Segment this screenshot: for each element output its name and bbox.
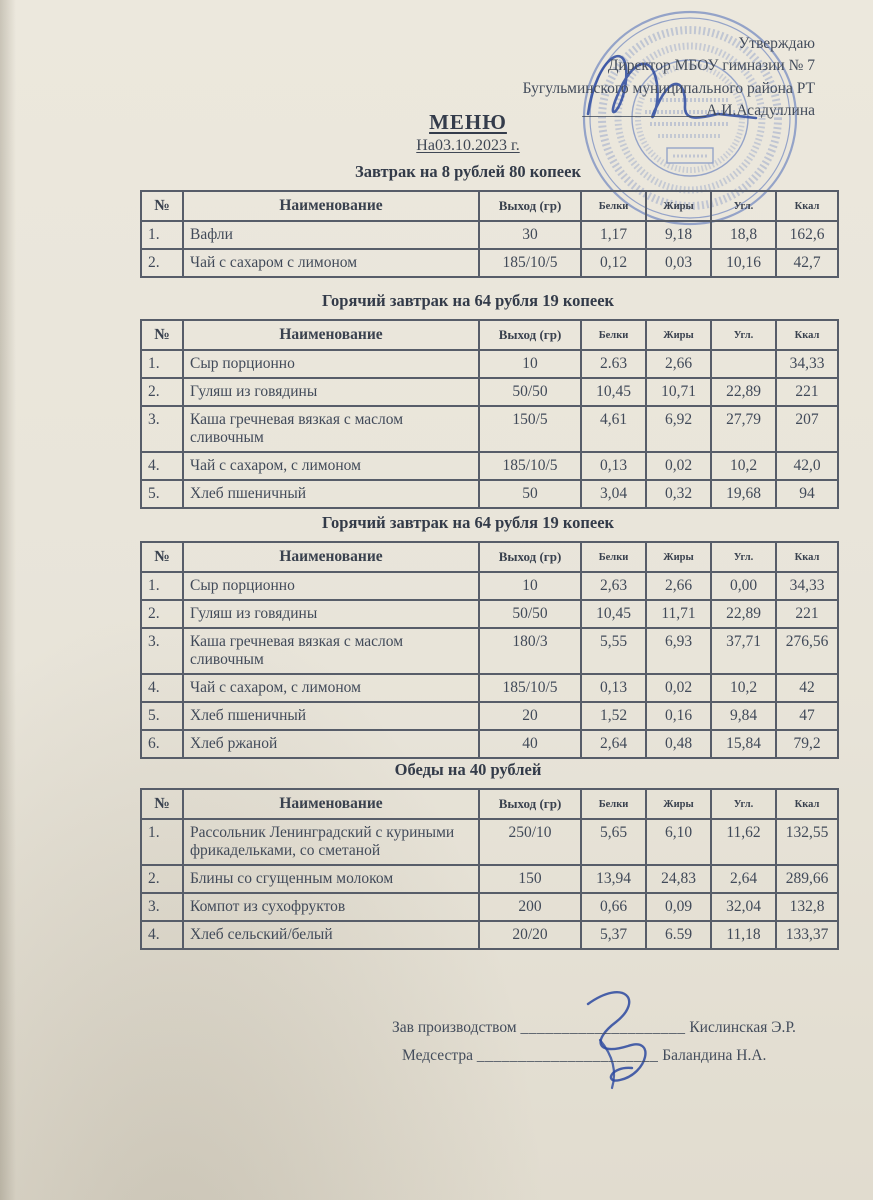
value-cell: 180/3 — [479, 628, 581, 674]
column-header-4: Жиры — [646, 191, 711, 221]
value-cell: 27,79 — [711, 406, 776, 452]
value-cell: 50 — [479, 480, 581, 508]
value-cell: 18,8 — [711, 221, 776, 249]
value-cell: 42,0 — [776, 452, 838, 480]
column-header-3: Белки — [581, 789, 646, 819]
column-header-1: Наименование — [183, 542, 479, 572]
value-cell: 6.59 — [646, 921, 711, 949]
dish-name-cell: Сыр порционно — [183, 350, 479, 378]
dish-name-cell: Вафли — [183, 221, 479, 249]
value-cell: 9,84 — [711, 702, 776, 730]
table-row — [141, 674, 838, 702]
value-cell: 6. — [141, 730, 183, 758]
section-hot-breakfast-2 — [140, 513, 829, 759]
value-cell: 0,13 — [581, 674, 646, 702]
table-row — [141, 221, 838, 249]
column-header-0: № — [141, 191, 183, 221]
column-header-0: № — [141, 542, 183, 572]
table-row — [141, 600, 838, 628]
value-cell: 3. — [141, 406, 183, 452]
value-cell: 30 — [479, 221, 581, 249]
value-cell: 1. — [141, 350, 183, 378]
value-cell: 34,33 — [776, 350, 838, 378]
table-lunch — [140, 788, 839, 950]
column-header-5: Угл. — [711, 320, 776, 350]
section-title: Горячий завтрак на 64 рубля 19 копеек — [321, 291, 615, 310]
production-manager-name: Кислинская Э.Р. — [689, 1019, 796, 1036]
value-cell: 6,93 — [646, 628, 711, 674]
value-cell: 20 — [479, 702, 581, 730]
value-cell: 22,89 — [711, 600, 776, 628]
column-header-3: Белки — [581, 542, 646, 572]
table-row — [141, 921, 838, 949]
signature-rule: ____________________ — [520, 1019, 686, 1036]
column-header-6: Ккал — [776, 789, 838, 819]
value-cell: 5,55 — [581, 628, 646, 674]
production-manager-line — [392, 1014, 796, 1042]
dish-name-cell: Каша гречневая вязкая с маслом сливочным — [183, 406, 479, 452]
table-row — [141, 819, 838, 865]
production-manager-label: Зав производством — [392, 1019, 517, 1036]
column-header-0: № — [141, 789, 183, 819]
value-cell: 5. — [141, 480, 183, 508]
value-cell: 11,71 — [646, 600, 711, 628]
value-cell: 2. — [141, 600, 183, 628]
table-header-row — [141, 789, 838, 819]
column-header-5: Угл. — [711, 542, 776, 572]
table-hot-breakfast-1 — [140, 319, 839, 509]
footer-signatures — [392, 1014, 796, 1070]
value-cell: 132,55 — [776, 819, 838, 865]
value-cell: 10,2 — [711, 452, 776, 480]
value-cell: 289,66 — [776, 865, 838, 893]
column-header-1: Наименование — [183, 789, 479, 819]
section-hot-breakfast-1 — [140, 291, 825, 509]
dish-name-cell: Блины со сгущенным молоком — [183, 865, 479, 893]
value-cell: 162,6 — [776, 221, 838, 249]
table-header-row — [141, 191, 838, 221]
column-header-2: Выход (гр) — [479, 320, 581, 350]
table-row — [141, 378, 838, 406]
nurse-name: Баландина Н.А. — [662, 1046, 767, 1064]
value-cell: 185/10/5 — [479, 249, 581, 277]
table-hot-breakfast-2 — [140, 541, 839, 759]
table-row — [141, 249, 838, 277]
value-cell: 37,71 — [711, 628, 776, 674]
value-cell: 2.63 — [581, 350, 646, 378]
value-cell: 5,37 — [581, 921, 646, 949]
nurse-label: Медсестра — [402, 1046, 473, 1064]
value-cell: 79,2 — [776, 730, 838, 758]
value-cell: 0,03 — [646, 249, 711, 277]
value-cell: 2. — [141, 249, 183, 277]
dish-name-cell: Чай с сахаром, с лимоном — [183, 452, 479, 480]
value-cell: 3. — [141, 893, 183, 921]
column-header-4: Жиры — [646, 789, 711, 819]
approval-line-1: Утверждаю — [738, 35, 815, 52]
value-cell: 10,45 — [581, 378, 646, 406]
column-header-6: Ккал — [776, 320, 838, 350]
value-cell: 1,52 — [581, 702, 646, 730]
title-block — [140, 110, 796, 155]
value-cell: 1. — [141, 221, 183, 249]
value-cell: 20/20 — [479, 921, 581, 949]
value-cell: 40 — [479, 730, 581, 758]
value-cell: 0,00 — [711, 572, 776, 600]
value-cell: 150/5 — [479, 406, 581, 452]
value-cell — [711, 350, 776, 378]
value-cell: 2,64 — [711, 865, 776, 893]
table-header-row — [141, 320, 838, 350]
dish-name-cell: Чай с сахаром, с лимоном — [183, 674, 479, 702]
value-cell: 0,66 — [581, 893, 646, 921]
dish-name-cell: Гуляш из говядины — [183, 600, 479, 628]
table-row — [141, 865, 838, 893]
page-title: МЕНЮ — [429, 110, 507, 134]
dish-name-cell: Компот из сухофруктов — [183, 893, 479, 921]
value-cell: 24,83 — [646, 865, 711, 893]
value-cell: 3. — [141, 628, 183, 674]
value-cell: 0,32 — [646, 480, 711, 508]
value-cell: 4,61 — [581, 406, 646, 452]
value-cell: 2,66 — [646, 572, 711, 600]
value-cell: 42 — [776, 674, 838, 702]
value-cell: 19,68 — [711, 480, 776, 508]
value-cell: 22,89 — [711, 378, 776, 406]
value-cell: 47 — [776, 702, 838, 730]
section-title: Обеды на 40 рублей — [394, 760, 542, 779]
value-cell: 2,63 — [581, 572, 646, 600]
value-cell: 50/50 — [479, 378, 581, 406]
value-cell: 34,33 — [776, 572, 838, 600]
value-cell: 4. — [141, 452, 183, 480]
approval-line-2: Директор МБОУ гимназии № 7 — [607, 57, 815, 75]
value-cell: 15,84 — [711, 730, 776, 758]
section-breakfast — [140, 162, 825, 278]
value-cell: 42,7 — [776, 249, 838, 277]
value-cell: 0,16 — [646, 702, 711, 730]
value-cell: 10 — [479, 572, 581, 600]
value-cell: 10,16 — [711, 249, 776, 277]
table-row — [141, 572, 838, 600]
value-cell: 6,92 — [646, 406, 711, 452]
approval-signature-line: ________________А.И.Асадуллина — [582, 102, 815, 120]
table-row — [141, 893, 838, 921]
value-cell: 207 — [776, 406, 838, 452]
value-cell: 13,94 — [581, 865, 646, 893]
column-header-4: Жиры — [646, 542, 711, 572]
column-header-6: Ккал — [776, 191, 838, 221]
table-row — [141, 452, 838, 480]
table-row — [141, 406, 838, 452]
approval-line-3: Бугульминского муниципального района РТ — [522, 79, 815, 97]
value-cell: 185/10/5 — [479, 452, 581, 480]
value-cell: 150 — [479, 865, 581, 893]
value-cell: 6,10 — [646, 819, 711, 865]
column-header-1: Наименование — [183, 191, 479, 221]
value-cell: 1,17 — [581, 221, 646, 249]
table-row — [141, 350, 838, 378]
table-row — [141, 480, 838, 508]
dish-name-cell: Рассольник Ленинградский с куриными фрикадельками, со сметаной — [183, 819, 479, 865]
value-cell: 5. — [141, 702, 183, 730]
value-cell: 221 — [776, 378, 838, 406]
value-cell: 200 — [479, 893, 581, 921]
value-cell: 250/10 — [479, 819, 581, 865]
value-cell: 3,04 — [581, 480, 646, 508]
signature-rule: ______________________ — [476, 1046, 659, 1064]
dish-name-cell: Чай с сахаром с лимоном — [183, 249, 479, 277]
dish-name-cell: Хлеб пшеничный — [183, 702, 479, 730]
section-title: Завтрак на 8 рублей 80 копеек — [355, 162, 581, 181]
value-cell: 10,45 — [581, 600, 646, 628]
column-header-1: Наименование — [183, 320, 479, 350]
table-row — [141, 702, 838, 730]
table-breakfast — [140, 190, 839, 278]
nurse-line — [402, 1042, 796, 1070]
value-cell: 1. — [141, 819, 183, 865]
section-lunch — [140, 760, 829, 950]
column-header-2: Выход (гр) — [479, 789, 581, 819]
value-cell: 0,13 — [581, 452, 646, 480]
value-cell: 11,18 — [711, 921, 776, 949]
value-cell: 10 — [479, 350, 581, 378]
column-header-3: Белки — [581, 191, 646, 221]
value-cell: 2. — [141, 865, 183, 893]
value-cell: 0,48 — [646, 730, 711, 758]
column-header-6: Ккал — [776, 542, 838, 572]
value-cell: 4. — [141, 674, 183, 702]
value-cell: 10,71 — [646, 378, 711, 406]
value-cell: 2,64 — [581, 730, 646, 758]
column-header-4: Жиры — [646, 320, 711, 350]
column-header-2: Выход (гр) — [479, 542, 581, 572]
value-cell: 276,56 — [776, 628, 838, 674]
dish-name-cell: Гуляш из говядины — [183, 378, 479, 406]
value-cell: 2,66 — [646, 350, 711, 378]
value-cell: 32,04 — [711, 893, 776, 921]
dish-name-cell: Хлеб ржаной — [183, 730, 479, 758]
value-cell: 9,18 — [646, 221, 711, 249]
value-cell: 133,37 — [776, 921, 838, 949]
value-cell: 4. — [141, 921, 183, 949]
value-cell: 0,09 — [646, 893, 711, 921]
table-row — [141, 628, 838, 674]
column-header-5: Угл. — [711, 789, 776, 819]
dish-name-cell: Сыр порционно — [183, 572, 479, 600]
menu-date: На03.10.2023 г. — [416, 137, 520, 154]
dish-name-cell: Хлеб сельский/белый — [183, 921, 479, 949]
value-cell: 10,2 — [711, 674, 776, 702]
dish-name-cell: Каша гречневая вязкая с маслом сливочным — [183, 628, 479, 674]
dish-name-cell: Хлеб пшеничный — [183, 480, 479, 508]
value-cell: 5,65 — [581, 819, 646, 865]
table-row — [141, 730, 838, 758]
value-cell: 221 — [776, 600, 838, 628]
value-cell: 94 — [776, 480, 838, 508]
value-cell: 2. — [141, 378, 183, 406]
value-cell: 50/50 — [479, 600, 581, 628]
column-header-3: Белки — [581, 320, 646, 350]
value-cell: 185/10/5 — [479, 674, 581, 702]
value-cell: 0,02 — [646, 674, 711, 702]
value-cell: 1. — [141, 572, 183, 600]
column-header-2: Выход (гр) — [479, 191, 581, 221]
section-title: Горячий завтрак на 64 рубля 19 копеек — [321, 513, 615, 532]
column-header-0: № — [141, 320, 183, 350]
value-cell: 132,8 — [776, 893, 838, 921]
column-header-5: Угл. — [711, 191, 776, 221]
value-cell: 0,12 — [581, 249, 646, 277]
value-cell: 0,02 — [646, 452, 711, 480]
value-cell: 11,62 — [711, 819, 776, 865]
table-header-row — [141, 542, 838, 572]
